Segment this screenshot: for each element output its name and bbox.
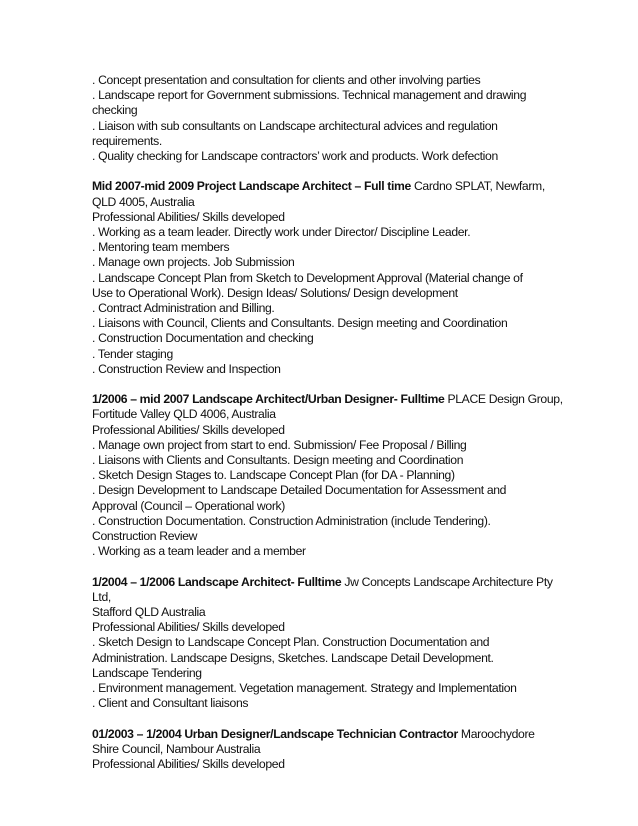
intro-line: . Quality checking for Landscape contractors’ work and products. Work defection [92, 149, 498, 164]
job-title: 01/2003 – 1/2004 Urban Designer/Landscape Technician Contractor [92, 726, 458, 741]
job-employer: Maroochydore [457, 726, 535, 741]
job-item: . Liaisons with Clients and Consultants. Design meeting and Coordination [92, 453, 464, 468]
intro-line: . Liaison with sub consultants on Landscape architectural advices and regulation [92, 118, 498, 133]
job-item: . Design Development to Landscape Detailed Documentation for Assessment and [92, 483, 507, 498]
intro-line: checking [92, 103, 138, 118]
job-entry-place [92, 392, 562, 559]
spacer [92, 559, 562, 574]
job-employer-cont: Stafford QLD Australia [92, 605, 206, 620]
job-item: . Working as a team leader and a member [92, 544, 306, 559]
job-item: . Contract Administration and Billing. [92, 301, 275, 316]
job-abilities-label: Professional Abilities/ Skills developed [92, 422, 285, 437]
job-item: . Working as a team leader. Directly work under Director/ Discipline Leader. [92, 225, 471, 240]
job-item: . Manage own projects. Job Submission [92, 255, 295, 270]
job-abilities-label: Professional Abilities/ Skills developed [92, 757, 285, 772]
job-title: 1/2006 – mid 2007 Landscape Architect/Urban Designer- Fulltime [92, 392, 445, 407]
spacer [92, 711, 562, 726]
job-item: . Sketch Design Stages to. Landscape Concept Plan (for DA - Planning) [92, 468, 455, 483]
job-employer-cont: QLD 4005, Australia [92, 194, 195, 209]
job-abilities-label: Professional Abilities/ Skills developed [92, 620, 285, 635]
job-title: Mid 2007-mid 2009 Project Landscape Architect – Full time [92, 179, 411, 194]
job-abilities-label: Professional Abilities/ Skills developed [92, 209, 285, 224]
spacer [92, 377, 562, 392]
job-item: Construction Review [92, 529, 198, 544]
job-entry-cardno [92, 179, 562, 377]
job-item: Landscape Tendering [92, 665, 202, 680]
intro-line: . Landscape report for Government submissions. Technical management and drawing [92, 88, 527, 103]
job-item: . Mentoring team members [92, 240, 230, 255]
job-item: . Tender staging [92, 346, 173, 361]
job-item: Approval (Council – Operational work) [92, 498, 285, 513]
job-item: Use to Operational Work). Design Ideas/ Solutions/ Design development [92, 285, 458, 300]
intro-line: . Concept presentation and consultation for clients and other involving parties [92, 73, 481, 87]
job-item: Administration. Landscape Designs, Sketches. Landscape Detail Development. [92, 650, 494, 665]
job-employer: Jw Concepts Landscape Architecture Pty [341, 574, 553, 589]
job-item: . Manage own project from start to end. Submission/ Fee Proposal / Billing [92, 437, 467, 452]
job-item: . Construction Review and Inspection [92, 361, 281, 376]
job-item: . Sketch Design to Landscape Concept Plan. Construction Documentation and [92, 635, 490, 650]
job-employer-cont: Fortitude Valley QLD 4006, Australia [92, 407, 276, 422]
job-entry-maroochydore [92, 727, 562, 773]
job-employer-cont: Ltd, [92, 589, 111, 604]
job-title: 1/2004 – 1/2006 Landscape Architect- Fulltime [92, 574, 342, 589]
job-employer: Cardno SPLAT, Newfarm, [410, 179, 545, 194]
job-heading [92, 179, 562, 194]
intro-line: requirements. [92, 133, 162, 148]
job-item: . Construction Documentation. Construction Administration (include Tendering). [92, 513, 491, 528]
job-entry-jw-concepts [92, 575, 562, 712]
job-item: . Construction Documentation and checking [92, 331, 314, 346]
spacer [92, 164, 562, 179]
job-item: . Landscape Concept Plan from Sketch to Development Approval (Material change of [92, 270, 523, 285]
job-employer: PLACE Design Group, [444, 392, 563, 407]
job-heading [92, 575, 562, 590]
job-employer-cont: Shire Council, Nambour Australia [92, 741, 261, 756]
job-heading [92, 392, 562, 407]
intro-section [92, 73, 562, 164]
job-item: . Liaisons with Council, Clients and Consultants. Design meeting and Coordination [92, 316, 508, 331]
job-heading [92, 727, 562, 742]
resume-page [92, 73, 562, 772]
job-item: . Environment management. Vegetation management. Strategy and Implementation [92, 681, 517, 696]
job-item: . Client and Consultant liaisons [92, 696, 249, 711]
